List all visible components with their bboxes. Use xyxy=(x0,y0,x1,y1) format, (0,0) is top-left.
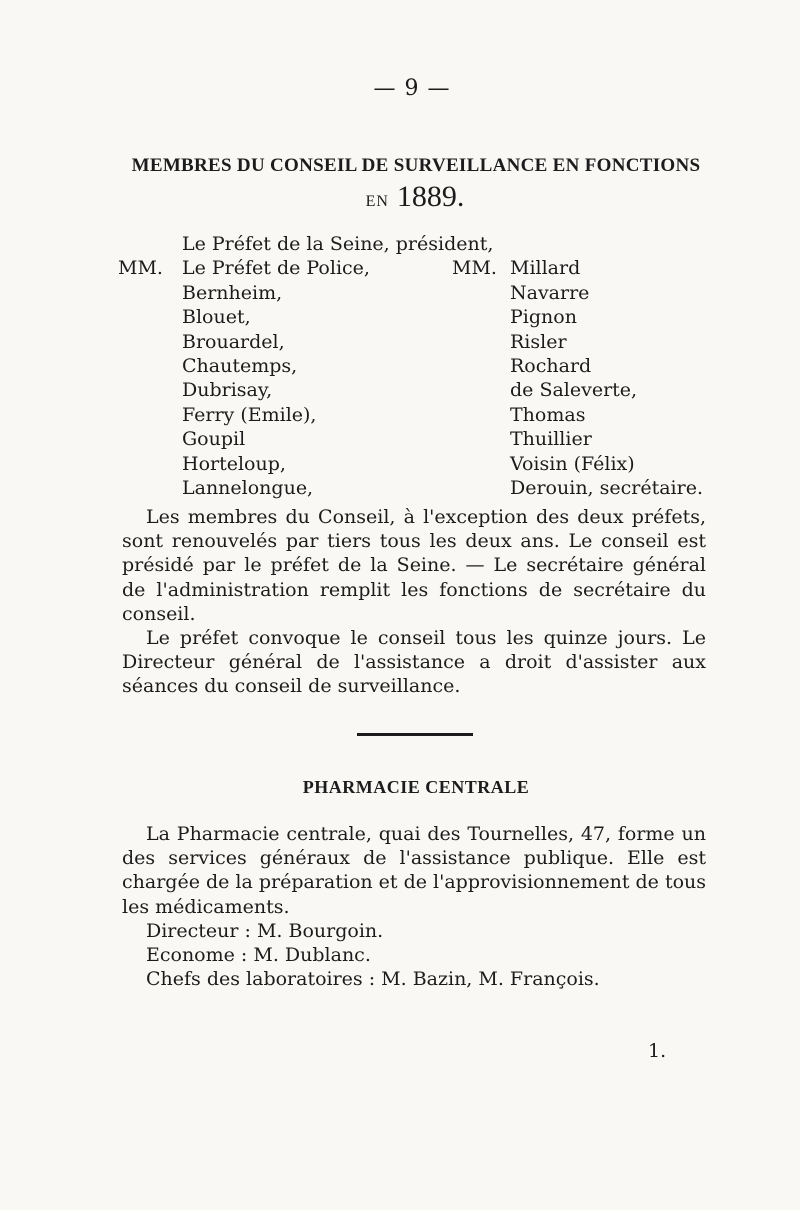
member-right: Voisin (Félix) xyxy=(510,452,635,475)
member-left: Lannelongue, xyxy=(182,476,314,499)
paragraph: Directeur : M. Bourgoin. xyxy=(146,919,384,942)
paragraph: La Pharmacie centrale, quai des Tournelles, 47, forme un des services généraux de l'assistance publique. Elle est chargée de la préparation et de l'approvisionnement de tous les médicaments. xyxy=(122,823,706,918)
pharmacie-paragraphs xyxy=(122,822,706,991)
member-row xyxy=(118,452,718,476)
member-right: Thuillier xyxy=(510,428,592,451)
member-right: de Saleverte, xyxy=(510,379,638,402)
member-row xyxy=(118,256,718,280)
paragraph: Le préfet convoque le conseil tous les quinze jours. Le Directeur général de l'assistance a droit d'assister aux séances du conseil de surveillance. xyxy=(122,627,706,698)
member-left: Brouardel, xyxy=(182,330,285,353)
member-left: Dubrisay, xyxy=(182,379,273,402)
member-right: Navarre xyxy=(510,281,590,304)
member-row xyxy=(118,378,718,402)
member-row xyxy=(118,427,718,451)
signature-mark: 1. xyxy=(648,1040,667,1062)
section-title: PHARMACIE CENTRALE xyxy=(302,777,530,797)
member-left: Blouet, xyxy=(182,306,251,329)
member-right: Derouin, secrétaire. xyxy=(510,476,703,499)
member-right: Risler xyxy=(510,330,567,353)
subheading-year: 1889. xyxy=(396,180,465,213)
paragraph: Econome : M. Dublanc. xyxy=(146,944,371,967)
member-row xyxy=(118,354,718,378)
page-number: — 9 — xyxy=(373,76,451,101)
members-list xyxy=(118,232,718,500)
council-subheading xyxy=(0,180,800,214)
member-left: Chautemps, xyxy=(182,354,298,377)
member-left: Horteloup, xyxy=(182,452,286,475)
member-row xyxy=(118,281,718,305)
member-right: Pignon xyxy=(510,306,577,329)
mm-label-right: MM. xyxy=(452,257,497,280)
member-row xyxy=(118,403,718,427)
member-right: Rochard xyxy=(510,354,592,377)
member-row xyxy=(118,476,718,500)
section-divider xyxy=(357,733,473,736)
council-paragraphs xyxy=(122,505,706,699)
paragraph: Chefs des laboratoires : M. Bazin, M. François. xyxy=(146,968,600,991)
member-left: Goupil xyxy=(182,428,246,451)
council-heading: MEMBRES DU CONSEIL DE SURVEILLANCE EN FONCTIONS xyxy=(131,155,701,176)
member-left: Le Préfet de Police, xyxy=(182,257,370,280)
subheading-prefix: EN xyxy=(365,193,389,210)
president-line: Le Préfet de la Seine, président, xyxy=(182,233,494,255)
member-row xyxy=(118,305,718,329)
member-left: Bernheim, xyxy=(182,281,283,304)
mm-label-left: MM. xyxy=(118,257,163,280)
paragraph: Les membres du Conseil, à l'exception des deux préfets, sont renouvelés par tiers tous les deux ans. Le conseil est présidé par le préfet de la Seine. — Le secrétaire général de l'administration remplit les fonctions de secrétaire du conseil. xyxy=(122,506,706,625)
member-right: Millard xyxy=(510,257,581,280)
member-row xyxy=(118,330,718,354)
member-right: Thomas xyxy=(510,403,586,426)
member-left: Ferry (Emile), xyxy=(182,403,317,426)
